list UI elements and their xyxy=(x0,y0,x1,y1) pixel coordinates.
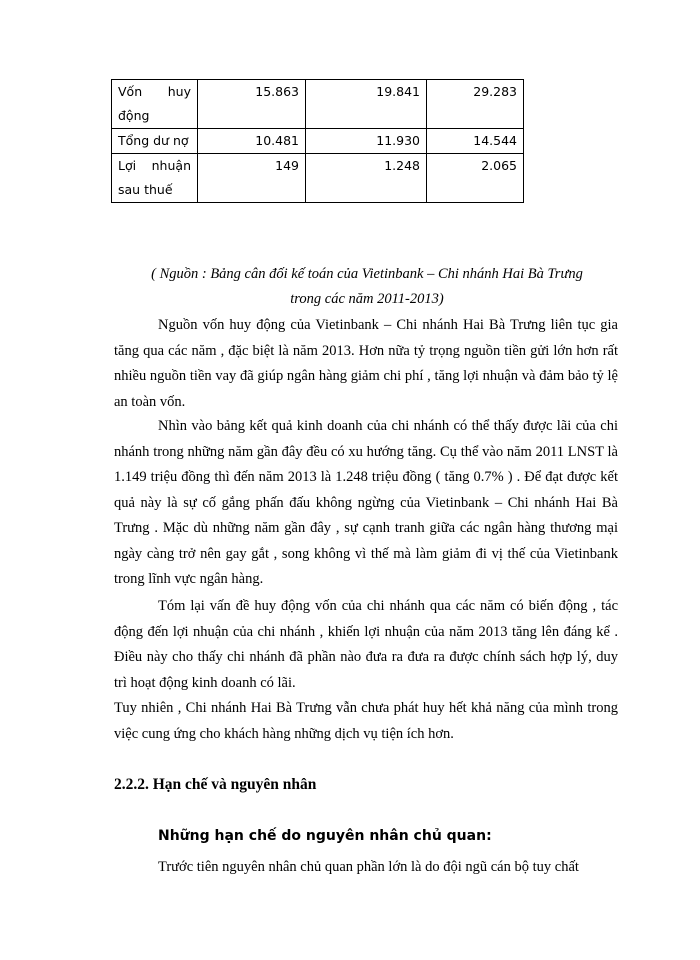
cell-value: 149 xyxy=(198,154,306,203)
paragraph: Nhìn vào bảng kết quả kinh doanh của chi nhánh có thể thấy được lãi của chi nhánh trong những năm gần đây đều có xu hướng tăng. Cụ thể vào năm 2011 LNST là 1.149 triệu đồng thì đến năm 2013 là 1.248 triệu đồng ( tăng 0.7% ) . Để đạt được kết quả này là sự cố gắng phấn đấu không ngừng của Vietinbank – Chi nhánh Hai Bà Trưng . Mặc dù những năm gần đây , sự cạnh tranh giữa các ngân hàng thương mại ngày càng trở nên gay gắt , song không vì thế mà làm giảm đi vị thế của Vietinbank trong lĩnh vực ngân hàng. xyxy=(114,418,618,587)
cell-value: 14.544 xyxy=(427,129,524,154)
source-line: ( Nguồn : Bảng cân đối kế toán của Vietinbank – Chi nhánh Hai Bà Trưng xyxy=(151,266,583,282)
section-heading: 2.2.2. Hạn chế và nguyên nhân xyxy=(114,776,317,793)
financial-table xyxy=(111,79,524,203)
paragraph: Trước tiên nguyên nhân chủ quan phần lớn là do đội ngũ cán bộ tuy chất xyxy=(158,859,579,875)
cell-value: 15.863 xyxy=(198,80,306,129)
sub-heading: Những hạn chế do nguyên nhân chủ quan: xyxy=(158,828,492,844)
cell-value: 29.283 xyxy=(427,80,524,129)
paragraph: Tóm lại vấn đề huy động vốn của chi nhánh qua các năm có biến động , tác động đến lợi nhuận của chi nhánh , khiến lợi nhuận của năm 2013 tăng lên đáng kể . Điều này cho thấy chi nhánh đã phần nào đưa ra đưa ra được chính sách hợp lý, duy trì hoạt động kinh doanh có lãi. xyxy=(114,598,618,691)
table-row xyxy=(112,154,524,203)
cell-value: 11.930 xyxy=(306,129,427,154)
table-row xyxy=(112,80,524,129)
row-label: Vốn huy động xyxy=(112,80,198,129)
paragraph: Tuy nhiên , Chi nhánh Hai Bà Trưng vẫn chưa phát huy hết khả năng của mình trong việc cung ứng cho khách hàng những dịch vụ tiện ích hơn. xyxy=(114,700,618,742)
paragraph: Nguồn vốn huy động của Vietinbank – Chi nhánh Hai Bà Trưng liên tục gia tăng qua các năm , đặc biệt là năm 2013. Hơn nữa tỷ trọng nguồn tiền gửi lớn hơn rất nhiều nguồn tiền vay đã giúp ngân hàng giảm chi phí , tăng lợi nhuận và đảm bảo tỷ lệ an toàn vốn. xyxy=(114,317,618,410)
cell-value: 1.248 xyxy=(306,154,427,203)
cell-value: 10.481 xyxy=(198,129,306,154)
row-label: Lợi nhuận sau thuế xyxy=(112,154,198,203)
cell-value: 19.841 xyxy=(306,80,427,129)
table-row xyxy=(112,129,524,154)
source-line: trong các năm 2011-2013) xyxy=(290,291,444,307)
table-source-caption xyxy=(112,262,622,312)
cell-value: 2.065 xyxy=(427,154,524,203)
row-label: Tổng dư nợ xyxy=(112,129,198,154)
